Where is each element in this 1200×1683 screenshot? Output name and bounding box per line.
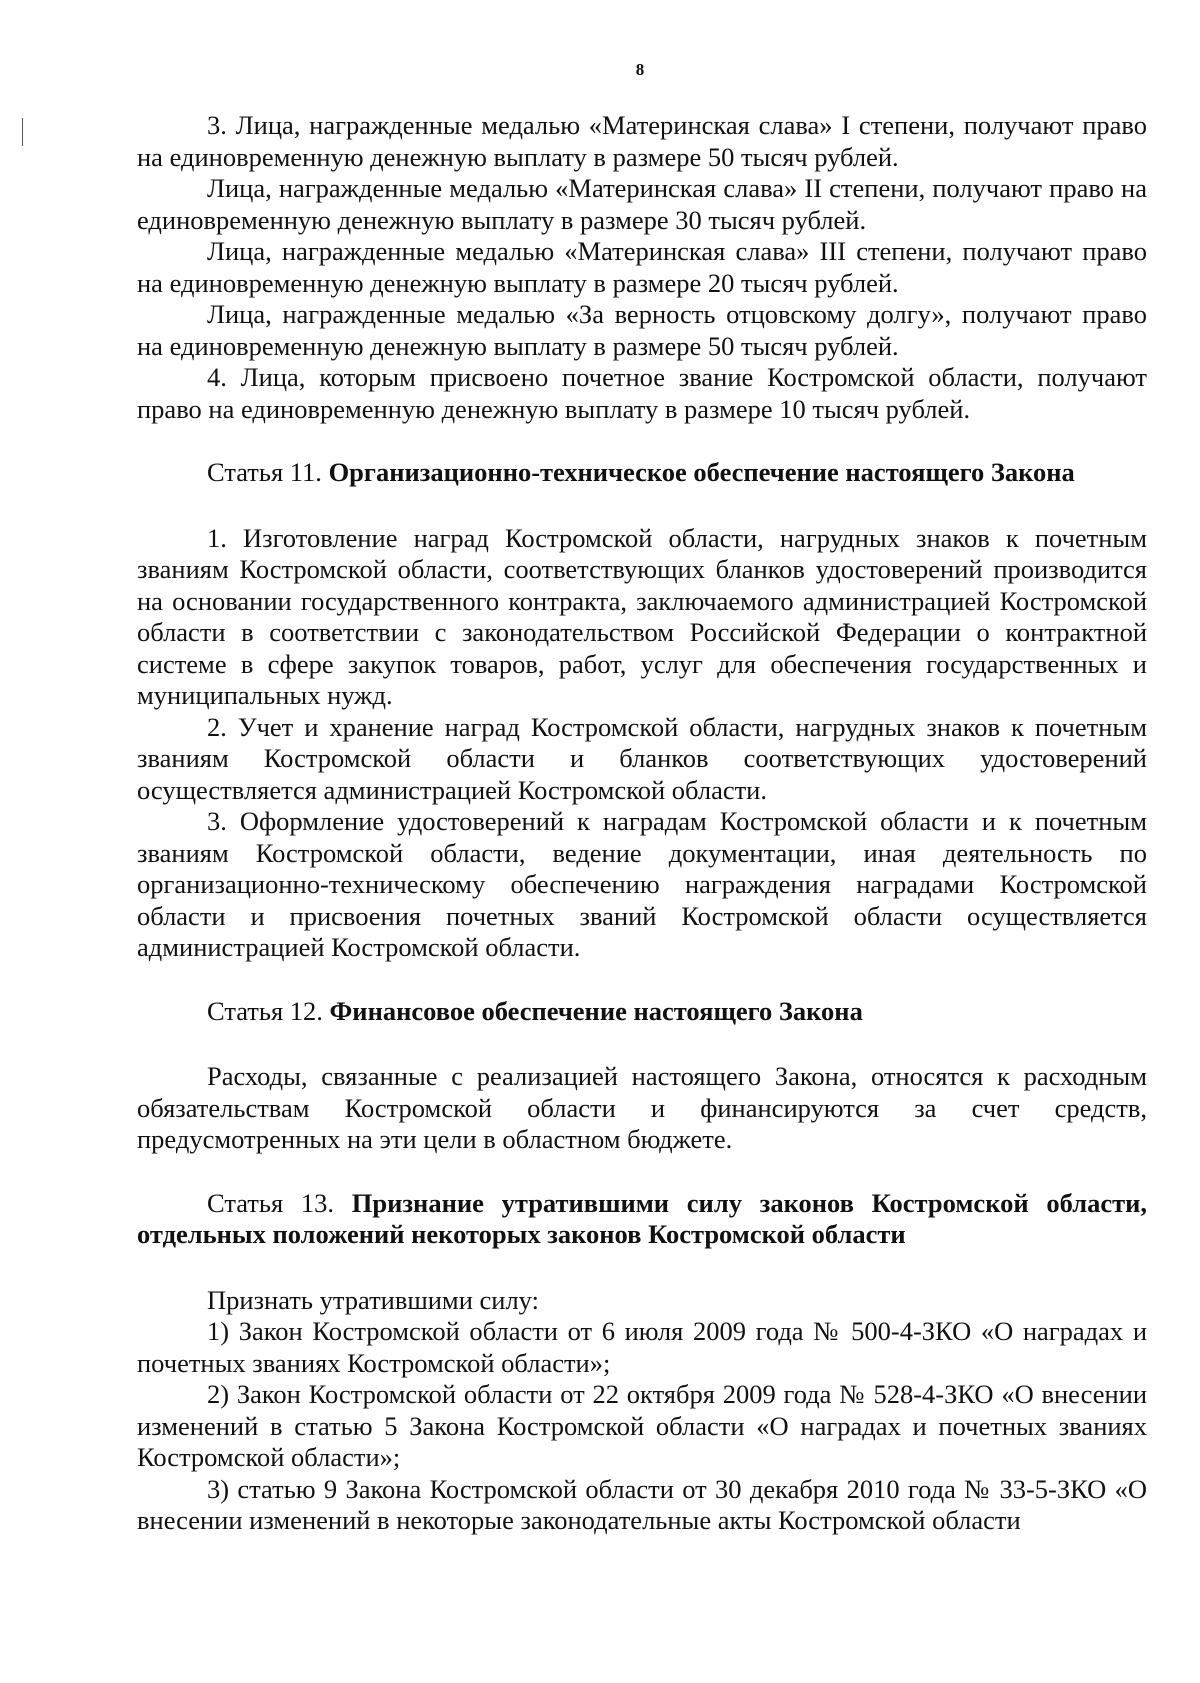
list-item: 2) Закон Костромской области от 22 октября 2009 года № 528-4-ЗКО «О внесении изменений в статью 5 Закона Костромской области «О наградах и почетных званиях Костромской области»; <box>137 1379 1147 1472</box>
paragraph: 2. Учет и хранение наград Костромской области, нагрудных знаков к почетным званиям Костромской области и бланков соответствующих удостоверений осуществляется администрацией Костромской области. <box>137 711 1147 805</box>
paragraph: 1. Изготовление наград Костромской области, нагрудных знаков к почетным званиям Костромской области, соответствующих бланков удостоверений производится на основании государственного контракта, заключаемого администрацией Костромской области в соответствии с законодательством Российской Федерации о контрактной системе в сфере закупок товаров, работ, услуг для обеспечения государственных и муниципальных нужд. <box>137 522 1147 710</box>
list-item: 1) Закон Костромской области от 6 июля 2009 года № 500-4-ЗКО «О наградах и почетных званиях Костромской области»; <box>137 1316 1147 1378</box>
document-body <box>137 110 1147 1537</box>
article-title: Финансовое обеспечение настоящего Закона <box>329 995 863 1026</box>
paragraph: Признать утратившими силу: <box>207 1284 539 1315</box>
article-title: Признание утратившими силу законов Костромской области, отдельных положений некоторых законов Костромской области <box>137 1187 1147 1249</box>
paragraph: 3. Лица, награжденные медалью «Материнская слава» I степени, получают право на единовременную денежную выплату в размере 50 тысяч рублей. <box>137 110 1147 172</box>
article-11-heading <box>137 457 1147 489</box>
page-number: 8 <box>635 60 645 79</box>
paragraph: Расходы, связанные с реализацией настоящего Закона, относятся к расходным обязательствам Костромской области и финансируются за счет средств, предусмотренных на эти цели в областном бюджете. <box>137 1061 1147 1154</box>
paragraph: 3. Оформление удостоверений к наградам Костромской области и к почетным званиям Костромской области, ведение документации, иная деятельность по организационно-техническому обеспечению награждения наградами Костромской области и присвоения почетных званий Костромской области осуществляется администрацией Костромской области. <box>137 806 1147 962</box>
article-title: Организационно-техническое обеспечение настоящего Закона <box>328 457 1075 487</box>
paragraph: 4. Лица, которым присвоено почетное звание Костромской области, получают право на единовременную денежную выплату в размере 10 тысяч рублей. <box>137 362 1147 424</box>
article-13-heading <box>137 1188 1147 1251</box>
paragraph: Лица, награжденные медалью «За верность отцовскому долгу», получают право на единовременную денежную выплату в размере 50 тысяч рублей. <box>137 299 1147 361</box>
paragraph: Лица, награжденные медалью «Материнская слава» II степени, получают право на единовременную денежную выплату в размере 30 тысяч рублей. <box>137 173 1147 235</box>
margin-mark <box>22 118 23 146</box>
article-number: Статья 11. <box>207 457 322 487</box>
article-number: Статья 13. <box>207 1187 335 1218</box>
list-item: 3) статью 9 Закона Костромской области от 30 декабря 2010 года № 33-5-ЗКО «О внесении изменений в некоторые законодательные акты Костромской области <box>137 1473 1147 1535</box>
article-number: Статья 12. <box>207 995 323 1026</box>
paragraph: Лица, награжденные медалью «Материнская слава» III степени, получают право на единовременную денежную выплату в размере 20 тысяч рублей. <box>137 236 1147 298</box>
article-12-heading <box>137 996 1147 1028</box>
